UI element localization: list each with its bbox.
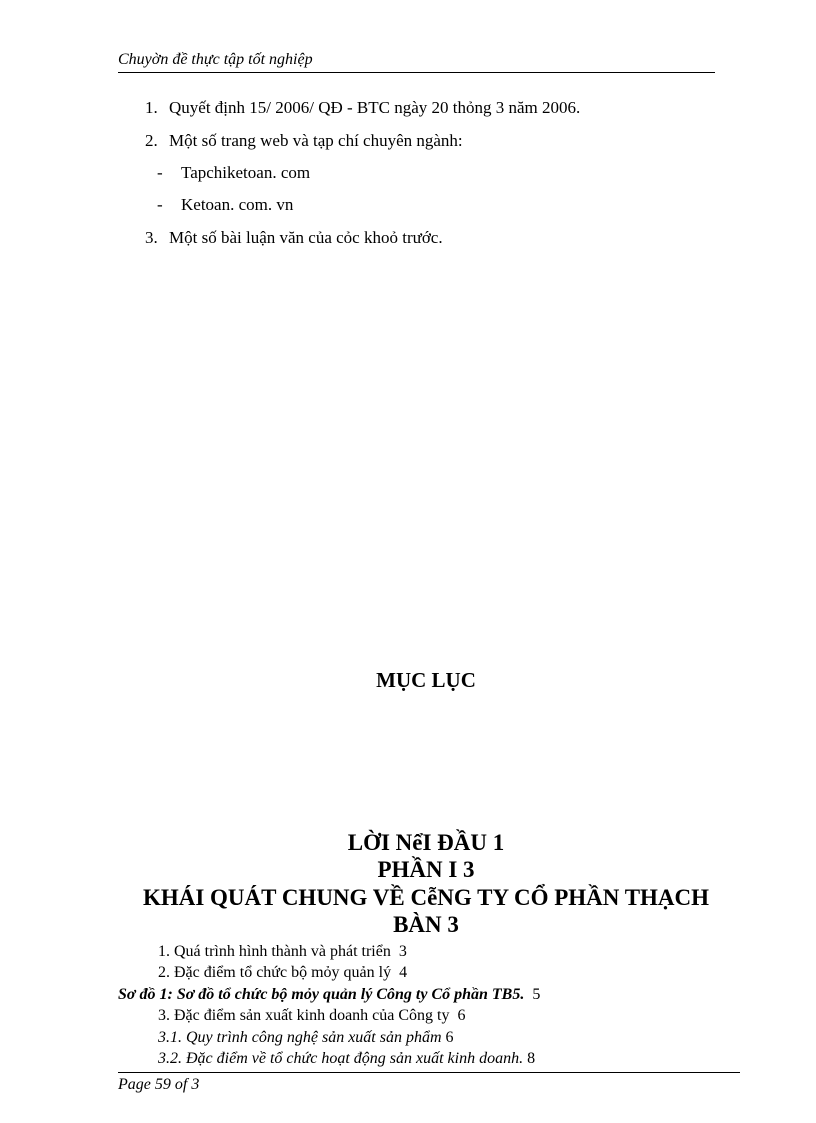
reference-marker: - (157, 163, 163, 182)
toc-entry-text: 3.1. Quy trình công nghệ sản xuất sản phẩm (158, 1029, 442, 1046)
toc-entry-page: 5 (532, 986, 541, 1003)
contents-title: MỤC LỤC (376, 668, 476, 692)
toc-entry[interactable] (158, 1006, 466, 1025)
reference-marker: 1. (145, 98, 158, 117)
reference-item (145, 228, 443, 248)
reference-text: Một số trang web và tạp chí chuyên ngành: (169, 131, 463, 150)
page-header (118, 50, 715, 73)
toc-heading: BÀN 3 (393, 912, 459, 937)
reference-text: Một số bài luận văn của cỏc khoỏ trước. (169, 228, 443, 247)
toc-heading: PHẦN I 3 (377, 857, 475, 882)
toc-entry[interactable] (158, 963, 407, 982)
toc-entry-page: 4 (399, 964, 408, 981)
reference-marker: 3. (145, 228, 158, 247)
toc-entry[interactable] (158, 942, 407, 961)
toc-heading: LỜI NểI ĐẦU 1 (347, 830, 505, 855)
reference-subitem (157, 195, 293, 215)
reference-item (145, 98, 580, 118)
reference-item (145, 131, 463, 151)
toc-entry-text: 2. Đặc điểm tổ chức bộ mỏy quản lý (158, 964, 392, 981)
page-footer (118, 1072, 740, 1095)
toc-heading: KHÁI QUÁT CHUNG VỀ CễNG TY CỔ PHẦN THẠCH (142, 885, 710, 910)
toc-entry-page: 8 (527, 1050, 536, 1067)
footer-text: Page 59 of 3 (118, 1076, 200, 1093)
toc-entry-text: 1. Quá trình hình thành và phát triển (158, 943, 391, 960)
toc-entry-page: 6 (457, 1007, 466, 1024)
reference-subitem (157, 163, 310, 183)
reference-text: Quyết định 15/ 2006/ QĐ - BTC ngày 20 thỏng 3 năm 2006. (169, 98, 581, 117)
reference-text: Ketoan. com. vn (181, 195, 294, 214)
toc-entry[interactable] (158, 1028, 454, 1047)
reference-marker: - (157, 195, 163, 214)
toc-entry-text: 3. Đặc điểm sản xuất kinh doanh của Công ty (158, 1007, 450, 1024)
toc-entry-page: 6 (445, 1029, 454, 1046)
toc-entry-text: Sơ đồ 1: Sơ đồ tổ chức bộ mỏy quản lý Công ty Cổ phần TB5. (118, 986, 525, 1003)
toc-entry[interactable] (118, 985, 540, 1004)
toc-entry[interactable] (158, 1049, 535, 1068)
toc-entry-text: 3.2. Đặc điểm về tổ chức hoạt động sản xuất kinh doanh. (158, 1050, 524, 1067)
header-text: Chuyờn đề thực tập tốt nghiệp (118, 51, 313, 68)
reference-text: Tapchiketoan. com (181, 163, 311, 182)
reference-marker: 2. (145, 131, 158, 150)
toc-entry-page: 3 (398, 943, 407, 960)
